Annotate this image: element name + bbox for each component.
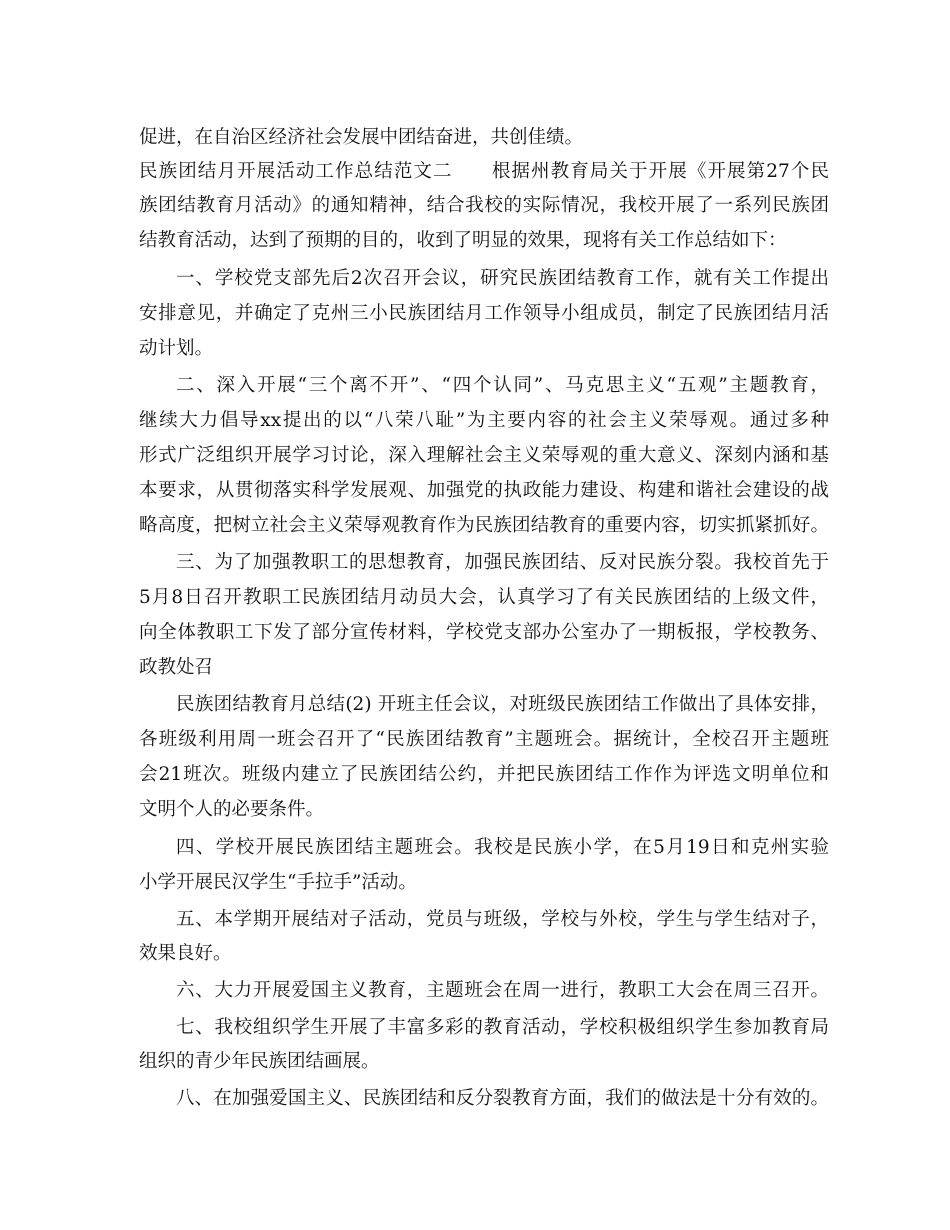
text-line: 四、学校开展民族团结主题班会。我校是民族小学，在5月19日和克州实验: [176, 837, 829, 858]
text-line: 本要求，从贯彻落实科学发展观、加强党的执政能力建设、构建和谐社会建设的战: [139, 480, 829, 501]
text-line: 组织的青少年民族团结画展。: [139, 1051, 380, 1072]
text-line: 六、大力开展爱国主义教育，主题班会在周一进行，教职工大会在周三召开。: [176, 980, 829, 1001]
text-line: 政教处召: [139, 657, 214, 678]
text-line: 向全体教职工下发了部分宣传材料，学校党支部办公室办了一期板报，学校教务、: [139, 622, 829, 643]
text-line: 各班级利用周一班会召开了“民族团结教育”主题班会。据统计，全校召开主题班: [139, 729, 829, 750]
text-line: 促进，在自治区经济社会发展中团结奋进，共创佳绩。: [139, 127, 584, 148]
text-line: 族团结教育月活动》的通知精神，结合我校的实际情况，我校开展了一系列民族团: [139, 195, 829, 216]
text-line: 结教育活动，达到了预期的目的，收到了明显的效果，现将有关工作总结如下：: [139, 230, 787, 251]
text-line: 动计划。: [139, 338, 214, 359]
text-line: 略高度，把树立社会主义荣辱观教育作为民族团结教育的重要内容，切实抓紧抓好。: [139, 515, 829, 536]
text-line: 七、我校组织学生开展了丰富多彩的教育活动，学校积极组织学生参加教育局: [176, 1017, 829, 1038]
text-line: 民族团结教育月总结(2) 开班主任会议，对班级民族团结工作做出了具体安排，: [176, 694, 829, 715]
text-line: 五、本学期开展结对子活动，党员与班级，学校与外校，学生与学生结对子，: [176, 909, 829, 930]
text-line: 会21班次。班级内建立了民族团结公约，并把民族团结工作作为评选文明单位和: [139, 764, 829, 785]
text-line: 八、在加强爱国主义、民族团结和反分裂教育方面，我们的做法是十分有效的。: [176, 1088, 829, 1109]
text-line: 继续大力倡导xx提出的以“八荣八耻”为主要内容的社会主义荣辱观。通过多种: [139, 410, 829, 431]
text-line: 安排意见，并确定了克州三小民族团结月工作领导小组成员，制定了民族团结月活: [139, 303, 829, 324]
text-line: 三、为了加强教职工的思想教育，加强民族团结、反对民族分裂。我校首先于: [176, 552, 829, 573]
text-line: 文明个人的必要条件。: [139, 799, 325, 820]
text-line: 一、学校党支部先后2次召开会议，研究民族团结教育工作，就有关工作提出: [176, 268, 829, 289]
text-line: 民族团结月开展活动工作总结范文二 根据州教育局关于开展《开展第27个民: [139, 161, 829, 182]
text-line: 5月8日召开教职工民族团结月动员大会，认真学习了有关民族团结的上级文件，: [139, 587, 829, 608]
text-line: 效果良好。: [139, 943, 232, 964]
text-line: 二、深入开展“三个离不开”、“四个认同”、马克思主义“五观”主题教育，: [176, 375, 829, 396]
text-line: 小学开展民汉学生“手拉手”活动。: [139, 872, 417, 893]
text-line: 形式广泛组织开展学习讨论，深入理解社会主义荣辱观的重大意义、深刻内涵和基: [139, 445, 829, 466]
